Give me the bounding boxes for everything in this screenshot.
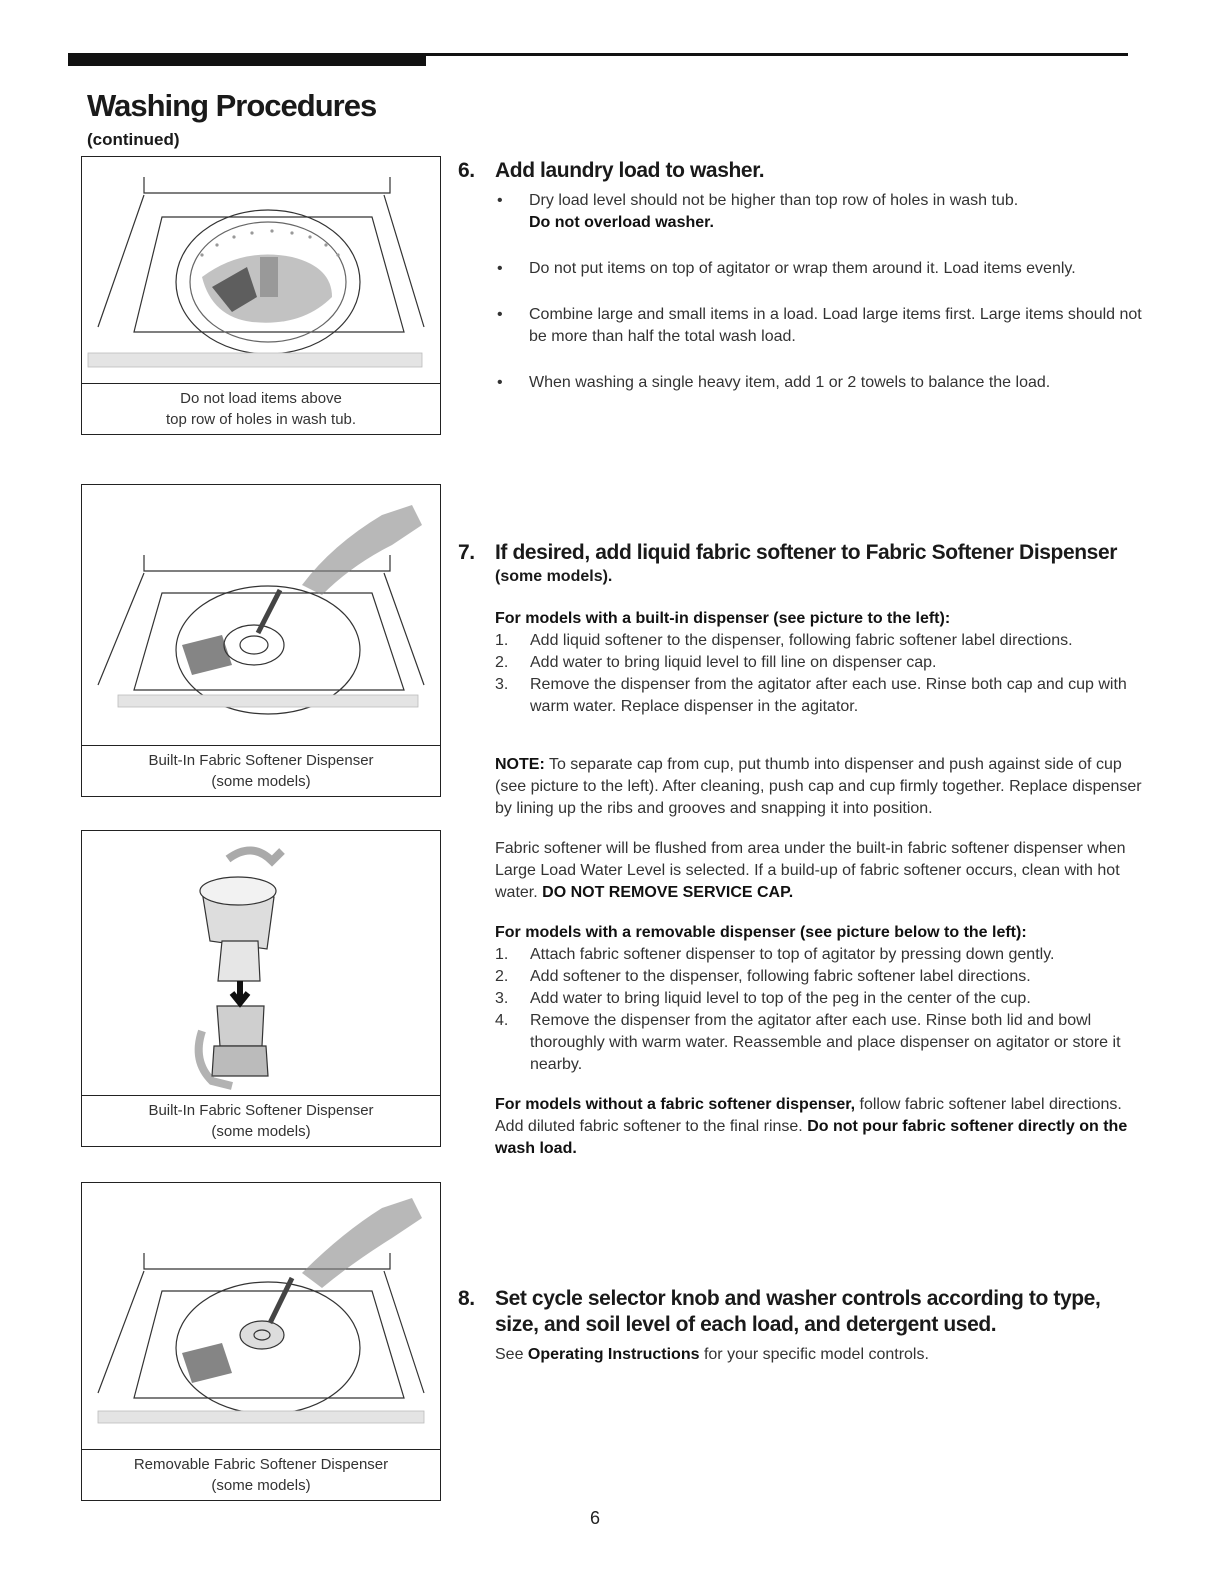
page-title: Washing Procedures — [87, 88, 377, 123]
step-7 — [458, 540, 1146, 1160]
list-item: • When washing a single heavy item, add 1 or 2 towels to balance the load. — [495, 372, 1146, 394]
step-heading: 6. Add laundry load to washer. — [458, 159, 765, 182]
flush-paragraph: Fabric softener will be flushed from area under the built-in fabric softener dispenser when Large Load Water Level is selected. If a build-up of fabric softener occurs, clean with hot water. DO NOT REMOVE SERVICE CAP. — [495, 840, 1126, 901]
list-item: 3. Add water to bring liquid level to top of the peg in the center of the cup. — [495, 990, 1031, 1007]
figure-load-level — [81, 156, 441, 435]
washer-tub-illustration — [82, 157, 440, 383]
figure-caption: Removable Fabric Softener Dispenser (some models) — [82, 1449, 440, 1500]
hand-illustration — [302, 1198, 422, 1288]
step-heading: 8. Set cycle selector knob and washer controls according to type, size, and soil level of each load, and detergent used. — [458, 1287, 1101, 1336]
figure-dispenser-assembly — [81, 830, 441, 1147]
list-item: • Do not put items on top of agitator or wrap them around it. Load items evenly. — [495, 258, 1146, 280]
note-paragraph: NOTE: To separate cap from cup, put thumb into dispenser and push against side of cup (see picture to the left). After cleaning, push cap and cup firmly together. Replace dispenser by lining up the ribs and grooves and snapping it into position. — [495, 756, 1142, 817]
page-subtitle: (continued) — [87, 130, 180, 149]
figure-builtin-dispenser — [81, 484, 441, 797]
page-number: 6 — [590, 1508, 601, 1528]
step-subheading: (some models). — [495, 568, 613, 585]
hand-illustration — [302, 505, 422, 595]
step-heading: 7. If desired, add liquid fabric softener to Fabric Softener Dispenser — [458, 541, 1117, 564]
figure-removable-dispenser — [81, 1182, 441, 1501]
washer-pouring-removable-illustration — [82, 1183, 440, 1449]
section-header: For models with a removable dispenser (see picture below to the left): — [495, 924, 1027, 941]
hand-illustration — [228, 850, 282, 861]
see-instructions: See Operating Instructions for your specific model controls. — [495, 1346, 929, 1363]
figure-caption: Do not load items above top row of holes in wash tub. — [82, 383, 440, 434]
list-item: 3. Remove the dispenser from the agitator after each use. Rinse both cap and cup with warm water. Replace dispenser in the agitator. — [495, 676, 1127, 715]
dispenser-cap-cup-illustration — [82, 831, 440, 1095]
list-item: 2. Add softener to the dispenser, following fabric softener label directions. — [495, 968, 1031, 985]
arrow-down-icon — [232, 981, 248, 1003]
step-8 — [458, 1286, 1146, 1366]
removable-instructions — [495, 922, 1146, 1076]
figure-caption: Built-In Fabric Softener Dispenser (some models) — [82, 1095, 440, 1146]
step-6 — [458, 158, 1146, 418]
builtin-steps — [495, 630, 1146, 718]
list-item: 2. Add water to bring liquid level to fill line on dispenser cap. — [495, 654, 937, 671]
header-rule-thick — [68, 54, 426, 66]
figure-caption: Built-In Fabric Softener Dispenser (some models) — [82, 745, 440, 796]
section-header: For models with a built-in dispenser (see picture to the left): — [495, 610, 951, 627]
builtin-instructions — [495, 608, 1146, 718]
removable-steps — [495, 944, 1146, 1076]
no-dispenser-paragraph: For models without a fabric softener dispenser, follow fabric softener label directions. Add diluted fabric softener to the final rinse. Do not pour fabric softener directly on the wash load. — [495, 1096, 1128, 1157]
washer-pouring-illustration — [82, 485, 440, 745]
list-item: 4. Remove the dispenser from the agitator after each use. Rinse both lid and bowl thoroughly with warm water. Reassemble and place dispenser on agitator or store it nearby. — [495, 1012, 1121, 1073]
step-6-bullets — [495, 190, 1146, 394]
list-item: 1. Attach fabric softener dispenser to top of agitator by pressing down gently. — [495, 946, 1055, 963]
list-item: • Dry load level should not be higher than top row of holes in wash tub. Do not overload washer. — [495, 190, 1146, 234]
list-item: 1. Add liquid softener to the dispenser, following fabric softener label directions. — [495, 632, 1073, 649]
list-item: • Combine large and small items in a load. Load large items first. Large items should not be more than half the total wash load. — [495, 304, 1146, 348]
